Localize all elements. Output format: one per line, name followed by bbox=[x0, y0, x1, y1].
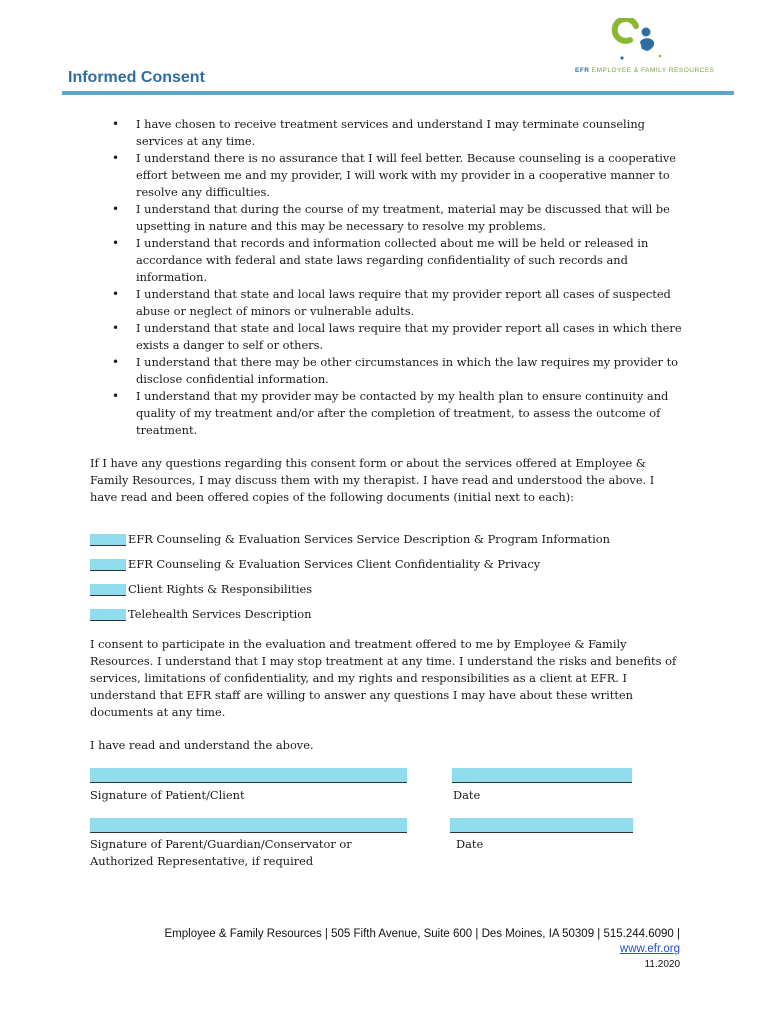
document-label: Telehealth Services Description bbox=[128, 607, 312, 621]
list-item: • I understand that state and local laws require that my provider report all cases in which there exists a danger to self or others. bbox=[90, 320, 690, 354]
documents-list bbox=[90, 521, 710, 621]
document-label: Client Rights & Responsibilities bbox=[128, 582, 313, 596]
document-label: EFR Counseling & Evaluation Services Service Description & Program Information bbox=[128, 532, 610, 546]
document-row bbox=[90, 596, 710, 621]
logo-wordmark: EFR EMPLOYEE & FAMILY RESOURCES bbox=[575, 67, 715, 74]
website-link[interactable]: www.efr.org bbox=[619, 943, 680, 955]
guardian-signature-field[interactable] bbox=[90, 818, 407, 833]
initial-field[interactable] bbox=[90, 534, 126, 546]
list-item: • I understand that records and information collected about me will be held or released in accordance with federal and state laws regarding confidentiality of such records and information. bbox=[90, 235, 690, 286]
list-item: • I understand that during the course of my treatment, material may be discussed that will be upsetting in nature and this may be necessary to resolve my problems. bbox=[90, 201, 690, 235]
list-item: • I understand there is no assurance that I will feel better. Because counseling is a cooperative effort between me and my provider, I will work with my provider in a cooperative manner to resolve any difficulties. bbox=[90, 150, 690, 201]
document-label: EFR Counseling & Evaluation Services Client Confidentiality & Privacy bbox=[128, 557, 541, 571]
list-item: • I understand that my provider may be contacted by my health plan to ensure continuity and quality of my treatment and/or after the completion of treatment, to assess the outcome of treatment. bbox=[90, 388, 690, 439]
consent-paragraph: I consent to participate in the evaluation and treatment offered to me by Employee & Family Resources. I understand that I may stop treatment at any time. I understand the risks and benefits of services, limitations of confidentiality, and my rights and responsibilities as a client at EFR. I understand that EFR staff are willing to answer any questions I may have about these written documents at any time. bbox=[90, 637, 677, 719]
document-row bbox=[90, 521, 710, 546]
page-title: Informed Consent bbox=[68, 69, 205, 86]
guardian-date-field[interactable] bbox=[450, 818, 633, 833]
initial-field[interactable] bbox=[90, 609, 126, 621]
revision-date: 11.2020 bbox=[644, 959, 680, 970]
footer-address: Employee & Family Resources | 505 Fifth Avenue, Suite 600 | Des Moines, IA 50309 | 515.244.6090 | bbox=[164, 928, 680, 940]
guardian-date-label: Date bbox=[456, 837, 484, 851]
document-row bbox=[90, 571, 710, 596]
read-statement: I have read and understand the above. bbox=[90, 738, 314, 752]
patient-date-label: Date bbox=[453, 788, 481, 802]
list-item: • I understand that there may be other circumstances in which the law requires my provider to disclose confidential information. bbox=[90, 354, 690, 388]
questions-paragraph: If I have any questions regarding this consent form or about the services offered at Employee & Family Resources, I may discuss them with my therapist. I have read and understood the above. I have read and been offered copies of the following documents (initial next to each): bbox=[90, 456, 655, 504]
patient-signature-field[interactable] bbox=[90, 768, 407, 783]
initial-field[interactable] bbox=[90, 584, 126, 596]
document-row bbox=[90, 546, 710, 571]
list-item: • I understand that state and local laws require that my provider report all cases of suspected abuse or neglect of minors or vulnerable adults. bbox=[90, 286, 690, 320]
list-item: • I have chosen to receive treatment services and understand I may terminate counseling services at any time. bbox=[90, 116, 690, 150]
initial-field[interactable] bbox=[90, 559, 126, 571]
header-divider bbox=[62, 91, 734, 95]
patient-date-field[interactable] bbox=[452, 768, 632, 783]
efr-logo-icon bbox=[600, 18, 670, 66]
page-footer bbox=[60, 927, 680, 972]
patient-signature-label: Signature of Patient/Client bbox=[90, 788, 245, 802]
consent-statements-list bbox=[90, 116, 690, 439]
guardian-signature-label: Signature of Parent/Guardian/Conservator or Authorized Representative, if required bbox=[90, 837, 352, 868]
